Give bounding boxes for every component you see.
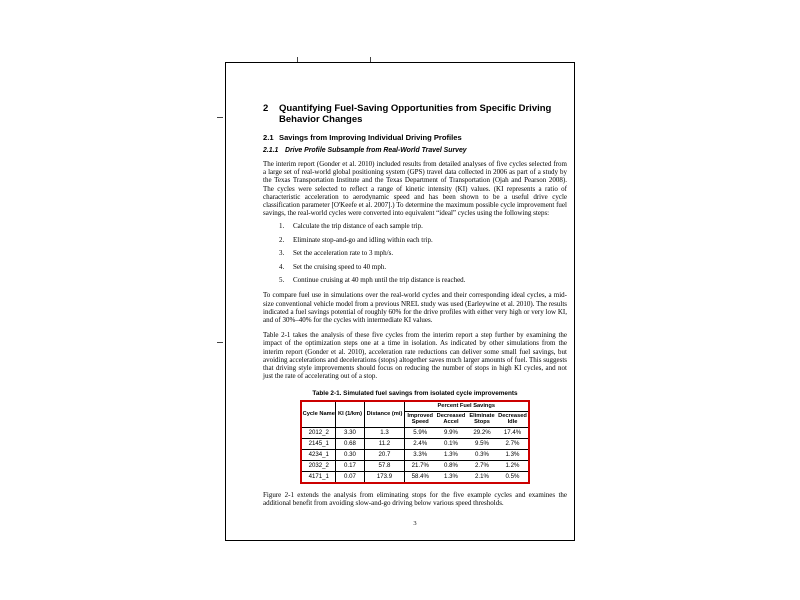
crop-mark — [217, 117, 223, 118]
cell-decreased-idle: 17.4% — [503, 429, 522, 437]
cell-improved-speed: 5.9% — [413, 429, 428, 437]
list-item-text: Eliminate stop-and-go and idling within each trip. — [293, 235, 433, 244]
cell-eliminate-stops: 9.5% — [466, 438, 497, 449]
cell-ki: 0.07 — [335, 471, 364, 483]
column-group-header: Percent Fuel Savings — [404, 401, 528, 411]
list-item-number: 1. — [279, 222, 285, 231]
numbered-list — [263, 222, 567, 284]
cell-ki: 0.17 — [335, 460, 364, 471]
list-item — [279, 236, 567, 244]
cell-improved-speed: 58.4% — [404, 471, 435, 483]
list-item-text: Calculate the trip distance of each sample trip. — [293, 222, 423, 231]
cell-cycle-name: 2145_1 — [301, 438, 335, 449]
column-header-decreased-accel: Decreased Accel — [436, 412, 466, 426]
table-row — [301, 471, 528, 483]
list-item-number: 3. — [279, 249, 285, 258]
cell-ki: 3.30 — [335, 427, 364, 438]
cell-decreased-idle: 1.2% — [497, 460, 528, 471]
cell-cycle-name: 4234_1 — [301, 449, 335, 460]
list-item — [279, 263, 567, 271]
cell-eliminate-stops: 0.3% — [466, 449, 497, 460]
paragraph-3: Table 2-1 takes the analysis of these five cycles from the interim report a step further by examining the impact of the optimization steps one at a time in isolation. As indicated by other simulations from the interim report (Gonder et al. 2010), acceleration rate reductions can deliver some small fuel savings, but avoiding accelerations and decelerations (stops) altogether saves much larger amounts of fuel. This suggests that driving style improvements should focus on reducing the number of stops in high KI cycles, and not just the rate of accelerating out of a stop. — [263, 331, 567, 381]
subsubsection-heading — [263, 147, 567, 155]
cell-improved-speed: 3.3% — [404, 449, 435, 460]
cell-decreased-idle: 1.3% — [497, 449, 528, 460]
list-item-number: 2. — [279, 235, 285, 244]
cell-decreased-accel: 1.3% — [435, 449, 466, 460]
paragraph-1: The interim report (Gonder et al. 2010) included results from detailed analyses of five cycles selected from a large set of real-world global positioning system (GPS) travel data collected in 2006 as part of a study by the Texas Transportation Institute and the Texas Department of Transportation (Ojah and Pearson 2008). The cycles were selected to reflect a range of kinetic intensity (KI) values. (KI represents a ratio of characteristic acceleration to aerodynamic speed and has been shown to be a useful drive cycle classification parameter [O'Keefe et al. 2007].) To determine the maximum possible cycle improvement fuel savings, the real-world cycles were converted into equivalent “ideal” cycles using the following steps: — [263, 160, 567, 218]
section-title: Quantifying Fuel-Saving Opportunities from Specific Driving Behavior Changes — [279, 103, 552, 125]
cell-decreased-idle: 0.5% — [497, 471, 528, 483]
cell-distance: 57.8 — [364, 460, 404, 471]
column-header-distance: Distance (mi) — [364, 401, 404, 427]
table-row — [301, 427, 528, 438]
cell-decreased-accel: 1.3% — [435, 471, 466, 483]
fuel-savings-table — [300, 400, 529, 484]
list-item — [279, 249, 567, 257]
column-header-cycle-name: Cycle Name — [301, 401, 335, 427]
cell-eliminate-stops: 29.2% — [473, 429, 491, 437]
section-heading — [263, 103, 567, 125]
column-header-decreased-idle: Decreased Idle — [498, 412, 527, 426]
cell-ki: 0.68 — [335, 438, 364, 449]
subsubsection-title: Drive Profile Subsample from Real-World Travel Survey — [285, 147, 467, 154]
list-item — [279, 276, 567, 284]
cell-eliminate-stops: 2.1% — [466, 471, 497, 483]
list-item-text: Set the acceleration rate to 3 mph/s. — [293, 249, 394, 258]
list-item-text: Set the cruising speed to 40 mph. — [293, 262, 387, 271]
cell-cycle-name: 4171_1 — [301, 471, 335, 483]
cell-cycle-name: 2012_2 — [301, 427, 335, 438]
page-content — [263, 103, 567, 527]
list-item — [279, 222, 567, 230]
cell-ki: 0.30 — [335, 449, 364, 460]
subsection-heading — [263, 133, 567, 142]
subsection-title: Savings from Improving Individual Driving Profiles — [279, 133, 462, 142]
column-header-ki: KI (1/km) — [335, 401, 364, 427]
paragraph-2: To compare fuel use in simulations over the real-world cycles and their corresponding ideal cycles, a mid-size conventional vehicle model from a previous NREL study was used (Earleywine et al. 2010). The results indicated a fuel savings potential of roughly 60% for the drive profiles with either very high or very low KI, and of 30%–40% for the cycles with intermediate KI values. — [263, 291, 567, 325]
cell-cycle-name: 2032_2 — [301, 460, 335, 471]
cell-decreased-accel: 0.8% — [435, 460, 466, 471]
cell-improved-speed: 21.7% — [404, 460, 435, 471]
cell-decreased-accel: 9.9% — [444, 429, 458, 437]
crop-mark — [370, 57, 371, 62]
cell-distance: 173.9 — [364, 471, 404, 483]
cell-improved-speed: 2.4% — [404, 438, 435, 449]
table-row — [301, 449, 528, 460]
cell-decreased-idle: 2.7% — [497, 438, 528, 449]
column-header-improved-speed: Improved Speed — [404, 411, 435, 427]
table-row — [301, 460, 528, 471]
section-number: 2 — [263, 103, 269, 114]
cell-distance: 1.3 — [364, 427, 404, 438]
document-page — [225, 62, 575, 541]
cell-distance: 11.2 — [364, 438, 404, 449]
subsection-number: 2.1 — [263, 133, 274, 142]
crop-mark — [297, 57, 298, 62]
cell-decreased-accel: 0.1% — [435, 438, 466, 449]
table-wrapper — [263, 400, 567, 484]
column-header-eliminate-stops: Eliminate Stops — [466, 411, 497, 427]
table-caption: Table 2-1. Simulated fuel savings from isolated cycle improvements — [312, 390, 518, 398]
list-item-number: 4. — [279, 262, 285, 271]
list-item-number: 5. — [279, 276, 285, 285]
paragraph-4: Figure 2-1 extends the analysis from eliminating stops for the five example cycles and examines the additional benefit from avoiding slow-and-go driving below various speed thresholds. — [263, 490, 567, 508]
crop-mark — [217, 342, 223, 343]
cell-distance: 20.7 — [364, 449, 404, 460]
page-number: 3 — [413, 520, 417, 528]
cell-eliminate-stops: 2.7% — [466, 460, 497, 471]
list-item-text: Continue cruising at 40 mph until the trip distance is reached. — [293, 276, 466, 285]
table-row — [301, 438, 528, 449]
subsubsection-number: 2.1.1 — [263, 147, 279, 154]
